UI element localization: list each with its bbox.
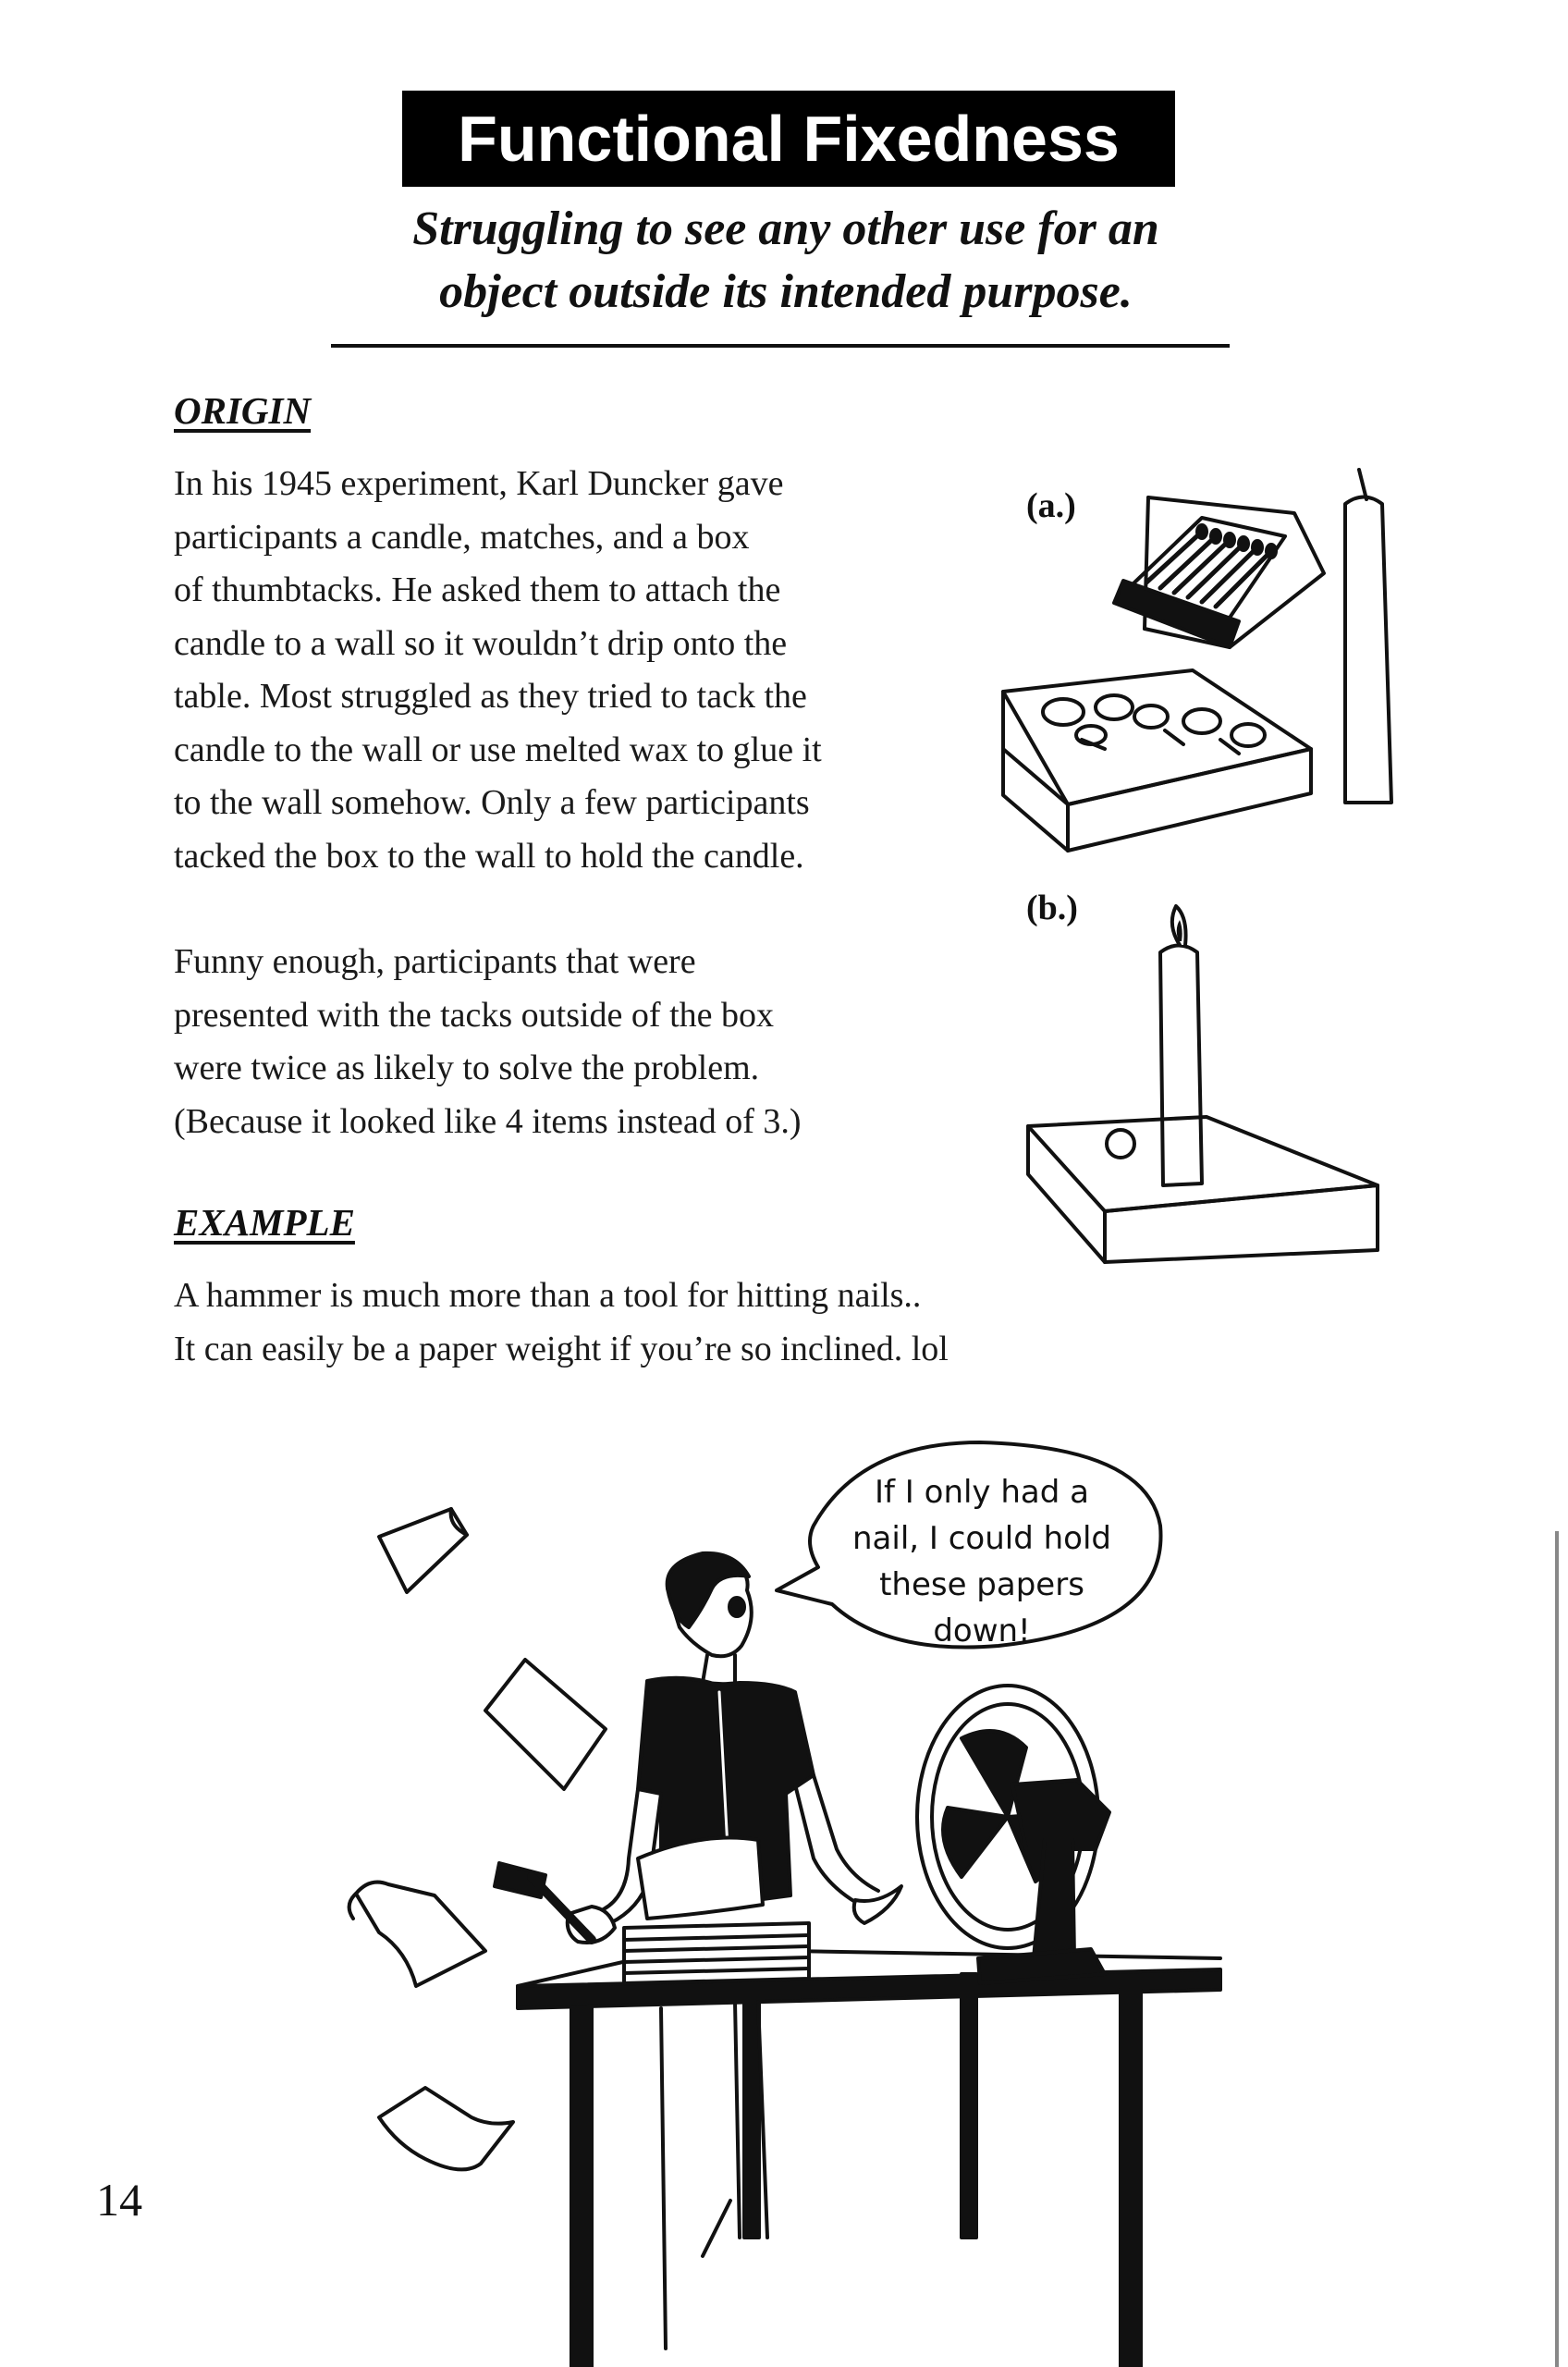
origin-p1-line: table. Most struggled as they tried to tack the	[174, 677, 807, 716]
subtitle-line-1: Struggling to see any other use for an	[412, 202, 1159, 255]
thumbtack-box-drawing	[1003, 670, 1311, 851]
subtitle-line-2: object outside its intended purpose.	[439, 265, 1133, 318]
origin-p1-line: participants a candle, matches, and a box	[174, 517, 750, 557]
figure-label-b: (b.)	[1026, 889, 1078, 927]
speech-line: nail, I could hold	[852, 1520, 1111, 1557]
origin-p1-line: tacked the box to the wall to hold the candle.	[174, 836, 804, 876]
candle-drawing	[1345, 470, 1391, 803]
page-number: 14	[96, 2174, 142, 2226]
origin-p1-line: candle to a wall so it wouldn’t drip onto the	[174, 623, 788, 663]
origin-p2-line: were twice as likely to solve the problem.	[174, 1049, 760, 1087]
figure-label-a: (a.)	[1026, 486, 1076, 525]
origin-p1-line: to the wall somehow. Only a few participants	[174, 783, 810, 822]
page-title: Functional Fixedness	[458, 103, 1120, 175]
origin-p1-line: of thumbtacks. He asked them to attach the	[174, 570, 781, 609]
origin-p1-line: candle to the wall or use melted wax to glue it	[174, 730, 822, 769]
page-edge-mark	[1555, 1531, 1559, 2367]
origin-heading: ORIGIN	[174, 389, 312, 432]
example-line: It can easily be a paper weight if you’re so inclined. lol	[174, 1329, 949, 1368]
example-heading: EXAMPLE	[174, 1201, 355, 1244]
origin-p1-line: In his 1945 experiment, Karl Duncker gave	[174, 464, 784, 503]
origin-p2-line: presented with the tacks outside of the box	[174, 995, 775, 1035]
matchbook-drawing	[1114, 497, 1324, 647]
speech-line: down!	[933, 1613, 1031, 1650]
origin-p2-line: Funny enough, participants that were	[174, 942, 696, 981]
table-drawing	[518, 1949, 1220, 2367]
flying-papers-drawing	[349, 1509, 606, 2169]
solution-box-drawing	[1028, 906, 1378, 1262]
desk-fan-drawing	[917, 1686, 1109, 1983]
origin-p2-line: (Because it looked like 4 items instead of 3.)	[174, 1101, 802, 1141]
example-line: A hammer is much more than a tool for hitting nails..	[174, 1276, 922, 1315]
speech-line: If I only had a	[875, 1474, 1089, 1511]
speech-line: these papers	[879, 1566, 1084, 1603]
